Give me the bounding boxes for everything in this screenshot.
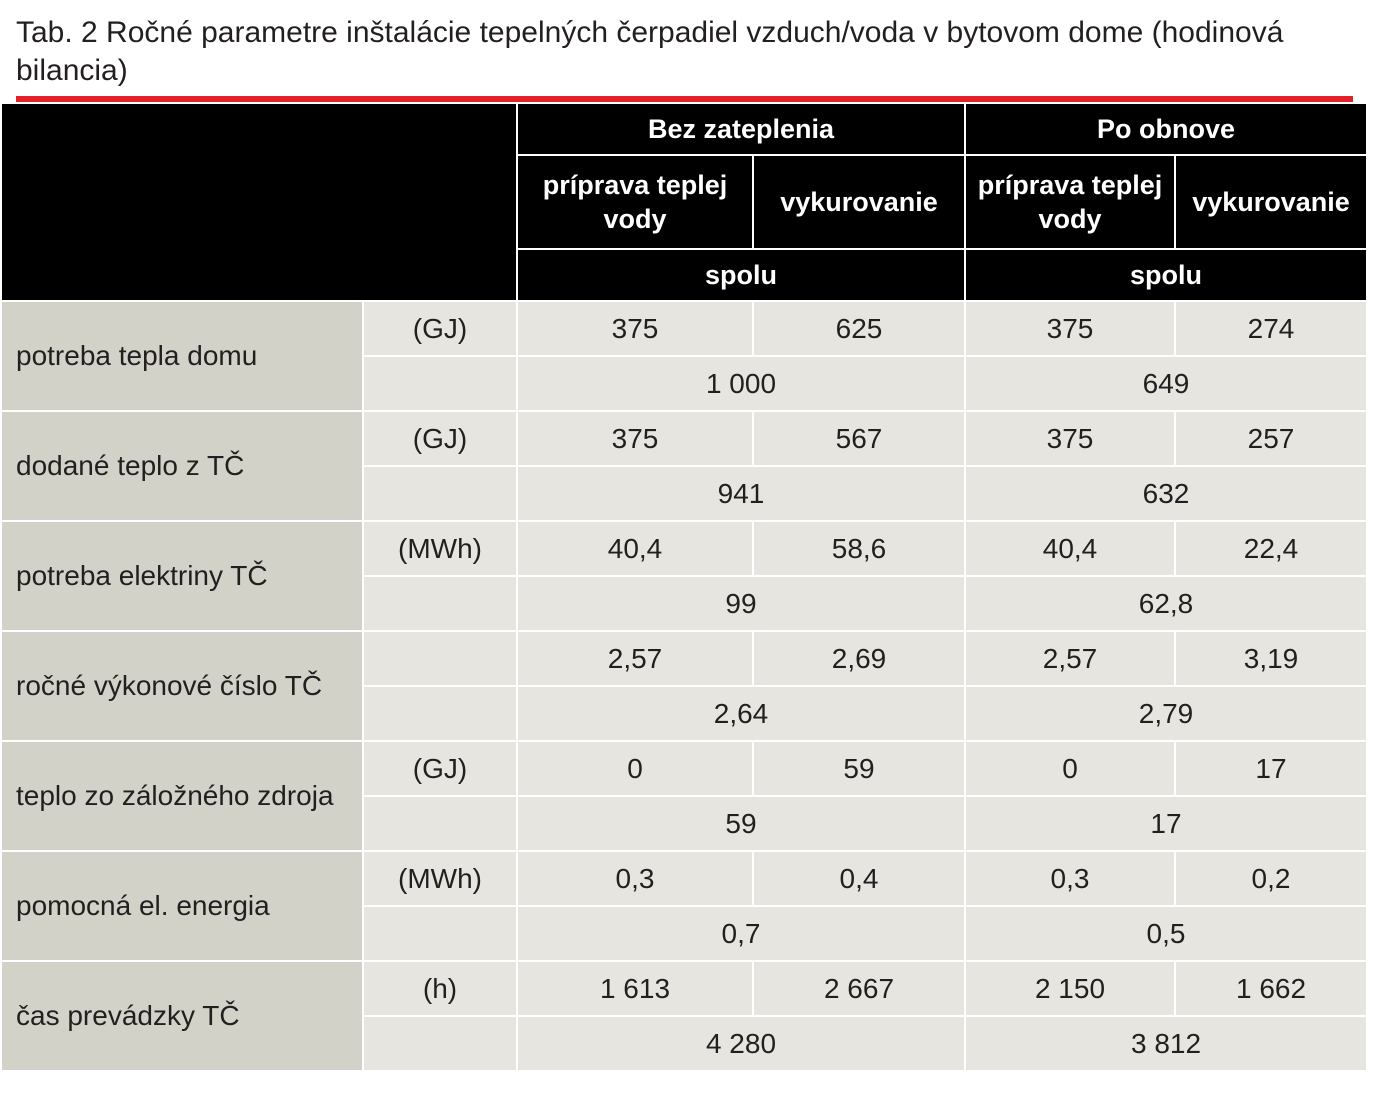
cell-bez-ptv: 2,57 [517,631,753,686]
row-label: čas prevádzky TČ [1,961,363,1071]
cell-po-vykurovanie: 0,2 [1175,851,1367,906]
row-label: pomocná el. energia [1,851,363,961]
cell-bez-vykurovanie: 2,69 [753,631,965,686]
table-row [1,741,1367,796]
row-label: teplo zo záložného zdroja [1,741,363,851]
table-row [1,301,1367,356]
table-row [1,851,1367,906]
row-unit-empty [363,686,517,741]
cell-bez-spolu: 4 280 [517,1016,965,1071]
row-unit: (GJ) [363,741,517,796]
cell-bez-spolu: 59 [517,796,965,851]
row-unit [363,631,517,686]
row-unit-empty [363,356,517,411]
cell-bez-vykurovanie: 2 667 [753,961,965,1016]
cell-po-vykurovanie: 22,4 [1175,521,1367,576]
cell-po-spolu: 0,5 [965,906,1367,961]
cell-bez-spolu: 2,64 [517,686,965,741]
row-unit-empty [363,796,517,851]
table-caption: Tab. 2 Ročné parametre inštalácie tepelných čerpadiel vzduch/voda v bytovom dome (hodinová bilancia) [16,16,1284,87]
cell-po-vykurovanie: 17 [1175,741,1367,796]
row-unit: (MWh) [363,521,517,576]
col-header-po-ptv: príprava teplej vody [965,155,1175,249]
row-unit-empty [363,906,517,961]
table-row [1,961,1367,1016]
row-unit: (GJ) [363,411,517,466]
cell-bez-spolu: 99 [517,576,965,631]
cell-po-vykurovanie: 1 662 [1175,961,1367,1016]
cell-po-spolu: 632 [965,466,1367,521]
cell-bez-spolu: 0,7 [517,906,965,961]
row-label: potreba tepla domu [1,301,363,411]
cell-po-ptv: 2 150 [965,961,1175,1016]
cell-po-spolu: 3 812 [965,1016,1367,1071]
group-header-bez-zateplenia: Bez zateplenia [517,103,965,155]
cell-bez-vykurovanie: 0,4 [753,851,965,906]
col-header-bez-spolu: spolu [517,249,965,301]
cell-po-ptv: 375 [965,301,1175,356]
cell-bez-vykurovanie: 625 [753,301,965,356]
cell-bez-spolu: 1 000 [517,356,965,411]
cell-bez-vykurovanie: 59 [753,741,965,796]
table-row [1,521,1367,576]
cell-po-ptv: 375 [965,411,1175,466]
cell-bez-ptv: 1 613 [517,961,753,1016]
cell-bez-ptv: 40,4 [517,521,753,576]
col-header-po-spolu: spolu [965,249,1367,301]
cell-bez-ptv: 0,3 [517,851,753,906]
cell-bez-vykurovanie: 567 [753,411,965,466]
cell-po-spolu: 17 [965,796,1367,851]
row-unit: (h) [363,961,517,1016]
row-unit-empty [363,1016,517,1071]
row-label: dodané teplo z TČ [1,411,363,521]
row-unit: (MWh) [363,851,517,906]
group-header-po-obnove: Po obnove [965,103,1367,155]
header-corner [1,103,517,301]
table-row [1,411,1367,466]
row-label: ročné výkonové číslo TČ [1,631,363,741]
table-row [1,631,1367,686]
row-unit-empty [363,466,517,521]
cell-bez-vykurovanie: 58,6 [753,521,965,576]
cell-po-vykurovanie: 257 [1175,411,1367,466]
cell-po-ptv: 0,3 [965,851,1175,906]
parameters-table [0,102,1368,1072]
col-header-po-vykurovanie: vykurovanie [1175,155,1367,249]
cell-bez-spolu: 941 [517,466,965,521]
col-header-bez-ptv: príprava teplej vody [517,155,753,249]
cell-po-spolu: 2,79 [965,686,1367,741]
cell-po-spolu: 62,8 [965,576,1367,631]
cell-bez-ptv: 0 [517,741,753,796]
row-unit: (GJ) [363,301,517,356]
cell-po-ptv: 2,57 [965,631,1175,686]
row-label: potreba elektriny TČ [1,521,363,631]
col-header-bez-vykurovanie: vykurovanie [753,155,965,249]
cell-po-ptv: 0 [965,741,1175,796]
row-unit-empty [363,576,517,631]
cell-bez-ptv: 375 [517,301,753,356]
cell-bez-ptv: 375 [517,411,753,466]
cell-po-ptv: 40,4 [965,521,1175,576]
cell-po-vykurovanie: 274 [1175,301,1367,356]
cell-po-spolu: 649 [965,356,1367,411]
cell-po-vykurovanie: 3,19 [1175,631,1367,686]
